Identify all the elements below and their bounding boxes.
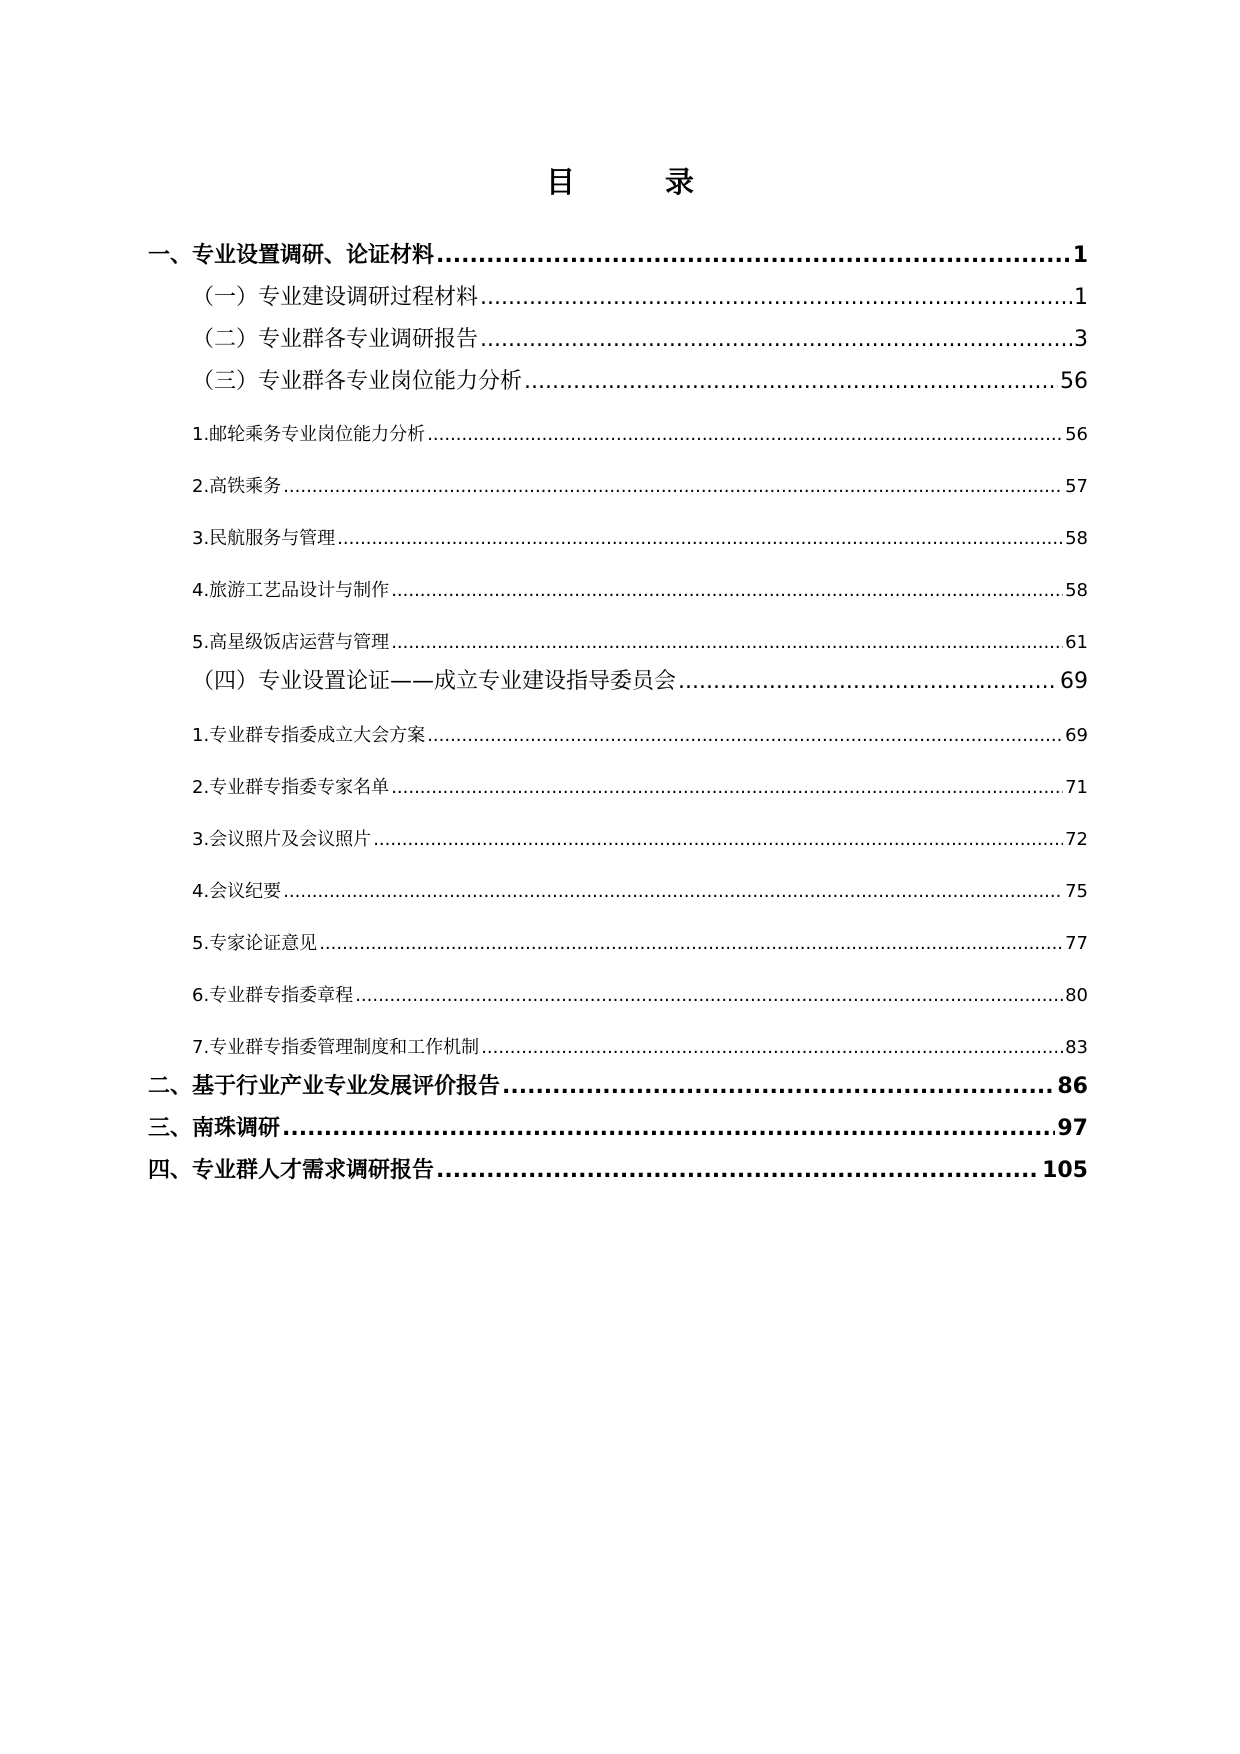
toc-page-number: 75	[1065, 881, 1088, 902]
dot-leader	[319, 930, 1063, 958]
toc-entry[interactable]	[192, 1034, 1088, 1062]
toc-entry-label: 1.邮轮乘务专业岗位能力分析	[192, 424, 426, 445]
toc-entry-label: 6.专业群专指委章程	[192, 985, 354, 1006]
toc-entry-label: （一）专业建设调研过程材料	[192, 285, 479, 310]
dot-leader	[283, 473, 1063, 501]
toc-page-number: 69	[1060, 669, 1088, 694]
toc-entry-label: 3.民航服务与管理	[192, 528, 336, 549]
toc-entry[interactable]	[192, 982, 1088, 1010]
toc-entry[interactable]	[192, 878, 1088, 906]
toc-page-number: 1	[1074, 285, 1088, 310]
toc-page-number: 86	[1057, 1074, 1088, 1099]
dot-leader	[436, 240, 1071, 272]
toc-page-number: 56	[1065, 424, 1088, 445]
toc-entry[interactable]	[148, 1071, 1088, 1103]
toc-entry[interactable]	[192, 282, 1088, 314]
toc-entry-label: 7.专业群专指委管理制度和工作机制	[192, 1037, 480, 1058]
toc-page-number: 83	[1065, 1037, 1088, 1058]
toc-page-number: 69	[1065, 725, 1088, 746]
dot-leader	[337, 525, 1063, 553]
toc-entry-label: （四）专业设置论证——成立专业建设指导委员会	[192, 669, 677, 694]
toc-entry-label: 四、专业群人才需求调研报告	[148, 1158, 435, 1183]
toc-entry-label: 3.会议照片及会议照片	[192, 829, 372, 850]
dot-leader	[282, 1113, 1055, 1145]
toc-entry-label: 二、基于行业产业专业发展评价报告	[148, 1074, 501, 1099]
dot-leader	[355, 982, 1063, 1010]
toc-page-number: 105	[1042, 1158, 1088, 1183]
toc-entry-label: 一、专业设置调研、论证材料	[148, 243, 435, 268]
toc-page-number: 56	[1060, 369, 1088, 394]
dot-leader	[283, 878, 1063, 906]
dot-leader	[480, 282, 1072, 314]
toc-page-number: 57	[1065, 476, 1088, 497]
dot-leader	[391, 629, 1063, 657]
dot-leader	[481, 1034, 1063, 1062]
toc-page-number: 77	[1065, 933, 1088, 954]
dot-leader	[391, 577, 1063, 605]
toc-entry[interactable]	[192, 473, 1088, 501]
toc-page-number: 58	[1065, 528, 1088, 549]
toc-entry[interactable]	[192, 666, 1088, 698]
dot-leader	[524, 366, 1058, 398]
toc-entry-label: 4.会议纪要	[192, 881, 282, 902]
toc-entry[interactable]	[192, 324, 1088, 356]
dot-leader	[480, 324, 1072, 356]
toc-page-number: 61	[1065, 632, 1088, 653]
dot-leader	[427, 722, 1063, 750]
toc-entry[interactable]	[192, 366, 1088, 398]
toc-entry-label: （三）专业群各专业岗位能力分析	[192, 369, 523, 394]
toc-entry-label: （二）专业群各专业调研报告	[192, 327, 479, 352]
toc-entry[interactable]	[192, 930, 1088, 958]
toc-page-number: 58	[1065, 580, 1088, 601]
dot-leader	[678, 666, 1058, 698]
toc-entry[interactable]	[192, 525, 1088, 553]
toc-entry-label: 1.专业群专指委成立大会方案	[192, 725, 426, 746]
toc-entry[interactable]	[192, 826, 1088, 854]
dot-leader	[427, 421, 1063, 449]
toc-entry-label: 2.专业群专指委专家名单	[192, 777, 390, 798]
toc-page-number: 97	[1057, 1116, 1088, 1141]
toc-entry-label: 5.高星级饭店运营与管理	[192, 632, 390, 653]
page-title: 目 录	[545, 165, 735, 199]
toc-page-number: 1	[1072, 243, 1088, 268]
toc-entry[interactable]	[192, 774, 1088, 802]
toc-page-number: 72	[1065, 829, 1088, 850]
toc-entry[interactable]	[192, 722, 1088, 750]
toc-entry-label: 5.专家论证意见	[192, 933, 318, 954]
toc-entry[interactable]	[192, 577, 1088, 605]
toc-entry-label: 三、南珠调研	[148, 1116, 281, 1141]
dot-leader	[436, 1155, 1040, 1187]
dot-leader	[391, 774, 1063, 802]
toc-entry-label: 4.旅游工艺品设计与制作	[192, 580, 390, 601]
toc-page-number: 80	[1065, 985, 1088, 1006]
toc-entry[interactable]	[148, 240, 1088, 272]
toc-entry[interactable]	[192, 629, 1088, 657]
toc-page-number: 3	[1074, 327, 1088, 352]
dot-leader	[373, 826, 1063, 854]
dot-leader	[502, 1071, 1055, 1103]
toc-entry[interactable]	[148, 1113, 1088, 1145]
toc-page-number: 71	[1065, 777, 1088, 798]
toc-entry[interactable]	[148, 1155, 1088, 1187]
toc-entry[interactable]	[192, 421, 1088, 449]
toc-entry-label: 2.高铁乘务	[192, 476, 282, 497]
